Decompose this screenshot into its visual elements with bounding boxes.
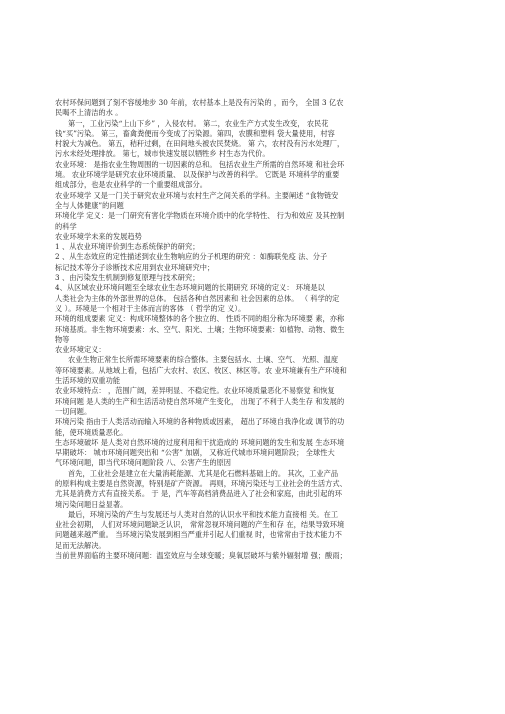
text-line: 生活环境的双重功能 bbox=[55, 376, 121, 386]
text-line: 钱“买”污染。 第三，畜禽粪便而今变成了污染源。第四，农膜和塑料 袋大量使用，村容 bbox=[55, 128, 335, 138]
text-line: 一切问题。 bbox=[55, 406, 92, 416]
text-line: 境污染问题日益显著。 bbox=[55, 499, 128, 509]
document-body bbox=[55, 98, 465, 561]
section-heading: 农业环境定义： bbox=[55, 345, 106, 355]
text-line: 境。 农业环境学是研究农业环境质量、 以及保护与改善的科学。 它既是 环境科学的重要 bbox=[55, 170, 340, 180]
section-heading: 农业环境学未来的发展趋势 bbox=[55, 231, 142, 241]
text-line: 当前世界面临的主要环境问题：温室效应与全球变暖；臭氧层破坏与紫外辐射增 强；酸雨； bbox=[55, 551, 347, 561]
text-line: 农业环境： 是指农业生物周围的一切因素的总和。 包括农业生产所需的自然环境 和社会环 bbox=[55, 159, 345, 169]
text-line: 农业环境学 又是一门关于研究农业环境与农村生产之间关系的学科。主要阐述 “食物链安 bbox=[55, 190, 339, 200]
text-line: 人类社会为主体的外部世界的总体。 包括各种自然因素和 社会因素的总体。 （ 科学的定 bbox=[55, 293, 340, 303]
text-line: 足而无法解决。 bbox=[55, 540, 106, 550]
text-line: 最后，环境污染的产生与发展还与人类对自然的认识水平和技术能力直接相 关。在工 bbox=[68, 509, 339, 519]
list-item: 2 、从生态效应的定性描述到农业生物响应的分子机理的研究 ：如酶联免疫 法、分子 bbox=[55, 252, 328, 262]
text-line: 污水未经处理排放。 第七，城市快速发展以牺牲乡 村生态为代价。 bbox=[55, 149, 270, 159]
list-item: 3 、由污染发生机制到修复原理与技术研究； bbox=[55, 273, 200, 283]
text-line: 问题越来越严重。 当环境污染发展到相当严重并引起人们重视 时，也常常由于技术能力不 bbox=[55, 530, 342, 540]
text-line: 尤其是消费方式有直接关系。 于 是，汽车等高档消费品进入了社会和家庭，由此引起的环 bbox=[55, 489, 342, 499]
text-line: 生态环境破坏 是人类对自然环境的过度利用和干扰造成的 环境问题的发生和发展 生态环境 bbox=[55, 437, 345, 447]
text-line: 等环境要素。从地域上看，包括广大农村、农区、牧区、林区等。农 业环境兼有生产环境和 bbox=[55, 365, 347, 375]
list-item: 4、从区域农业环境问题至全球农业生态环境问题的长期研究 环境的定义： 环境是以 bbox=[55, 283, 325, 293]
list-item: 1 、从农业环境评价到生态系统保护的研究； bbox=[55, 242, 200, 252]
text-line: 民喝不上清洁的水 。 bbox=[55, 108, 123, 118]
text-line: 环境化学 定义：是一门研究有害化学物质在环境介质中的化学特性、 行为和效应 及其控制 bbox=[55, 211, 345, 221]
text-line: 环境问题 是人类的生产和生活活动使自然环境产生变化， 出现了不利于人类生存 和发展的 bbox=[55, 396, 345, 406]
text-line: 业社会初期， 人们对环境问题缺乏认识， 常常忽视环境问题的产生和存 在，结果导致环境 bbox=[55, 520, 345, 530]
text-line: 能，使环境质量恶化。 bbox=[55, 427, 128, 437]
text-line: 早期破坏： 城市环境问题突出和 “公害” 加剧， 又称近代城市环境问题阶段； 全球性大 bbox=[55, 448, 335, 458]
text-line: 村貌大为减色。 第五，秸秆过剩，在田间地头被农民焚烧。 第 六，农村没有污水处理厂， bbox=[55, 139, 345, 149]
text-line: 第一，工业污染“上山下乡” ，入侵农村。 第二，农业生产方式发生改变， 农民花 bbox=[68, 118, 329, 128]
text-line: 义 ）。环境是一个相对于主体而言的客体 （ 哲学的定 义）。 bbox=[55, 303, 246, 313]
text-line: 环境基质。非生物环境要素：水、空气、阳光、土壤；生物环境要素：如植物、动物、微生 bbox=[55, 324, 345, 334]
text-line: 气环境问题，即当代环境问题阶段 八、公害产生的原因 bbox=[55, 458, 232, 468]
text-line: 物等 bbox=[55, 334, 70, 344]
text-line: 首先，工业社会是建立在大量消耗能源、尤其是化石燃料基础上的。 其次，工业产品 bbox=[68, 468, 339, 478]
text-line: 全与人体健康”的问题 bbox=[55, 200, 124, 210]
text-line: 农村环保问题到了刻不容缓地步 30 年前，农村基本上是没有污染的 ，而今， 全国 3 亿农 bbox=[55, 98, 344, 107]
text-line: 农业生物正常生长所需环境要素的综合整体。主要包括水、土壤、空气、 光照、温度 bbox=[68, 355, 339, 365]
text-line: 的科学 bbox=[55, 221, 77, 231]
text-line: 标记技术等分子诊断技术应用到农业环境研究中； bbox=[55, 262, 215, 272]
text-line: 农业环境特点： ，范围广阔，差异明显、不稳定性。农业环境质量恶化不易察觉 和恢复 bbox=[55, 386, 335, 396]
text-line: 组成部分，也是农业科学的一个重要组成部分。 bbox=[55, 180, 207, 190]
text-line: 的原料构成主要是自然资源，特别是矿产资源。 再则，环境污染还与工业社会的生活方式、 bbox=[55, 478, 347, 488]
text-line: 环境的组成要素 定义：构成环境整体的各个独立的、 性质不同的组分称为环境要 素，亦称 bbox=[55, 314, 345, 324]
text-line: 环境污染 指由于人类活动而输入环境的各种物质或因素， 超出了环境自我净化或 调节的功 bbox=[55, 417, 345, 427]
